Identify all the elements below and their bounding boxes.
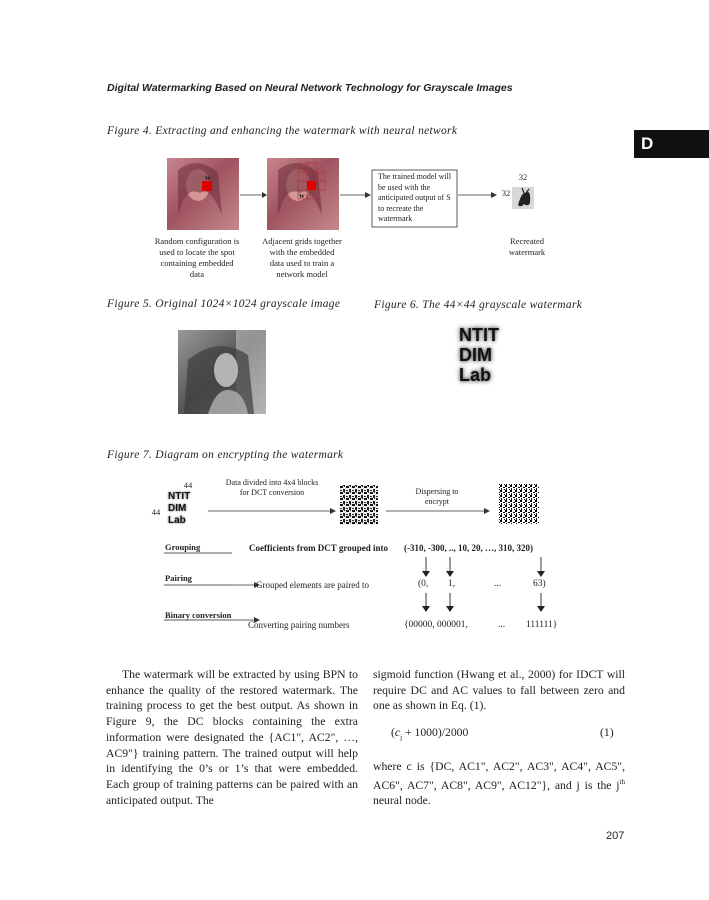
fig7-watermark-line-2: DIM xyxy=(168,503,187,514)
grayscale-watermark xyxy=(459,325,521,389)
figure7-caption: Figure 7. Diagram on encrypting the watermark xyxy=(107,449,344,461)
row-pairing-v4: 63) xyxy=(533,579,546,589)
watermark-size-top: 32 xyxy=(518,172,528,182)
paragraph2-superscript: th xyxy=(619,777,625,786)
figure4-mid-caption: Adjacent grids together with the embedded data used to train a network model xyxy=(262,236,342,279)
model-box-text: The trained model will be used with the anticipated output of S to recreate the watermark xyxy=(378,172,452,223)
recreated-watermark-icon xyxy=(512,187,534,209)
lena-image-left xyxy=(167,158,239,230)
fig7-size-side: 44 xyxy=(151,507,161,517)
paragraph2-end: neural node. xyxy=(373,794,431,808)
paragraph2-main: where c is {DC, AC1", AC2", AC3", AC4", AC5", AC6", AC7", AC8", AC9", AC12"}, and j is the j xyxy=(373,760,625,792)
equation-number: (1) xyxy=(600,726,614,739)
row-pairing-text: Grouped elements are paired to xyxy=(256,580,369,590)
encrypted-image xyxy=(499,484,539,524)
figure4-left-caption: Random configuration is used to locate the spot containing embedded data xyxy=(154,236,240,279)
dct-blocks-image xyxy=(340,485,378,525)
body-right-paragraph2 xyxy=(373,759,625,809)
body-right-paragraph1: sigmoid function (Hwang et al., 2000) for IDCT will require DC and AC values to fall between zero and one as shown in Eq. (1). xyxy=(373,668,625,713)
row-binary-text: Converting pairing numbers xyxy=(248,620,350,630)
row-grouping-label: Grouping xyxy=(165,542,201,552)
row-grouping-values: (-310, -300, .., 10, 20, …, 310, 320) xyxy=(404,543,533,553)
fig7-arrow1-label: Data divided into 4x4 blocks for DCT conversion xyxy=(225,478,319,497)
fig7-watermark-line-1: NTIT xyxy=(168,491,191,502)
row-binary-v1: {00000, 000001, xyxy=(404,620,468,630)
row-pairing-v2: 1, xyxy=(448,579,456,589)
fig7-arrow2-label: Dispersing to encrypt xyxy=(415,487,459,506)
section-tab: D xyxy=(634,130,709,158)
figure4-caption: Figure 4. Extracting and enhancing the watermark with neural network xyxy=(107,125,458,137)
row-binary-v3: 111111} xyxy=(526,620,558,630)
body-left-paragraph: The watermark will be extracted by using BPN to enhance the quality of the restored watermark. The training process to get the best output. As shown in Figure 9, the DC blocks containing the extra information were designated the {AC1", AC2", …, AC9"} training pattern. The trained output will help in identifying the 0’s or 1’s that were embedded. Each group of training patterns can be paired with an anticipated output. The xyxy=(106,668,358,807)
page-number: 207 xyxy=(606,830,625,842)
row-binary-label: Binary conversion xyxy=(165,610,232,620)
watermark-line-2: DIM xyxy=(459,345,492,365)
row-pairing-v1: (0, xyxy=(418,579,429,589)
watermark-line-3: Lab xyxy=(459,365,492,385)
row-binary-v2: ... xyxy=(498,620,506,630)
row-pairing-label: Pairing xyxy=(165,573,192,583)
figure4-right-caption: Recreated watermark xyxy=(508,236,546,257)
equation: $(c_j + 1000)/2000$ xyxy=(391,726,469,742)
figure7-diagram xyxy=(160,480,560,630)
w-label-left: w xyxy=(205,173,211,182)
figure6-caption: Figure 6. The 44×44 grayscale watermark xyxy=(374,299,583,311)
marked-spot-middle xyxy=(307,181,316,190)
figure5-caption: Figure 5. Original 1024×1024 grayscale image xyxy=(107,298,341,310)
row-grouping-text: Coefficients from DCT grouped into xyxy=(249,543,388,553)
fig7-size-top: 44 xyxy=(183,480,193,490)
running-header: Digital Watermarking Based on Neural Network Technology for Grayscale Images xyxy=(107,82,513,94)
watermark-line-1: NTIT xyxy=(459,325,499,345)
watermark-size-side: 32 xyxy=(501,188,511,198)
marked-spot-left xyxy=(202,181,212,191)
fig7-watermark-line-3: Lab xyxy=(168,515,186,526)
w-label-middle: w xyxy=(299,191,305,200)
row-pairing-v3: ... xyxy=(494,579,502,589)
lena-grayscale-image xyxy=(178,330,266,414)
